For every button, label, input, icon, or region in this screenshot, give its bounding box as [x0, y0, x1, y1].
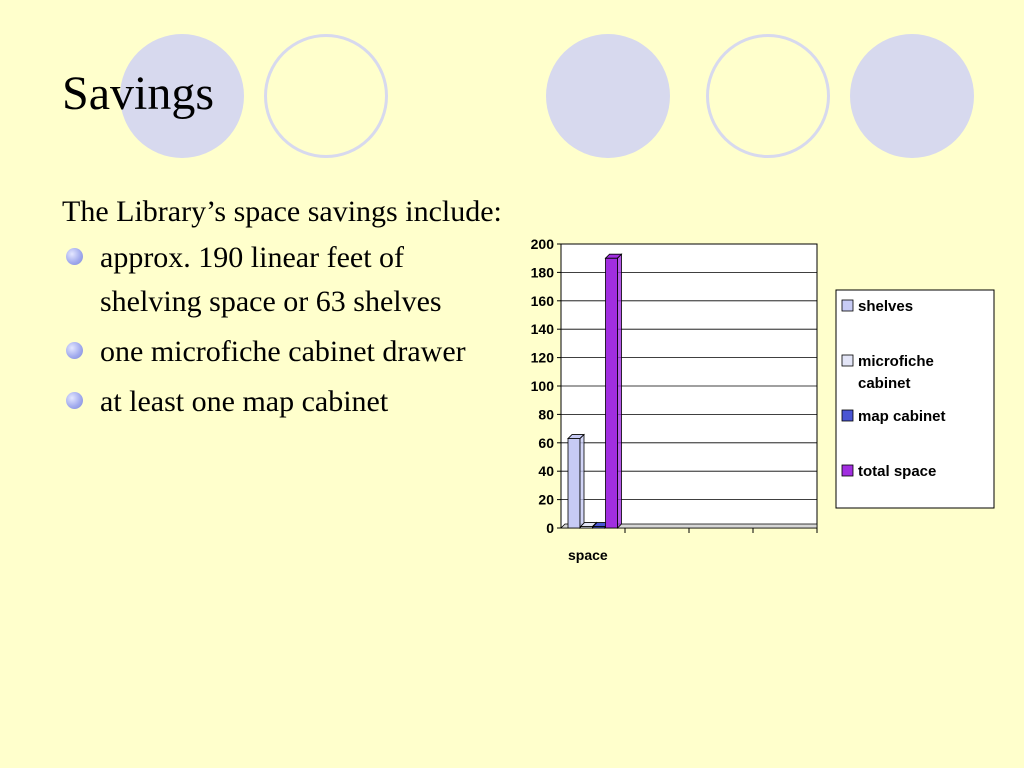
slide-title: Savings [62, 67, 215, 120]
x-category-label: space [568, 547, 608, 563]
bar-chart [520, 236, 1000, 576]
bullet-text: one microfiche cabinet drawer [100, 335, 466, 368]
y-tick-label: 80 [538, 406, 554, 423]
legend-swatch [842, 465, 853, 476]
bullet-item [62, 236, 502, 324]
legend-label: cabinet [858, 375, 911, 392]
decor-circle-5 [850, 34, 974, 158]
y-tick-label: 40 [538, 463, 554, 480]
y-tick-label: 200 [530, 236, 554, 252]
legend-swatch [842, 355, 853, 366]
y-tick-label: 120 [530, 349, 554, 366]
y-tick-label: 20 [538, 491, 554, 508]
bar-side [618, 254, 622, 528]
decor-circle-2 [264, 34, 388, 158]
y-tick-label: 180 [530, 264, 554, 281]
decor-circle-4 [706, 34, 830, 158]
legend-label: microfiche [858, 353, 934, 370]
legend-swatch [842, 300, 853, 311]
bar-total-space [606, 258, 618, 528]
bullet-dot-icon [66, 342, 83, 359]
y-tick-label: 100 [530, 378, 554, 394]
bullet-dot-icon [66, 248, 83, 265]
legend-label: shelves [858, 298, 914, 315]
bullet-text: at least one map cabinet [100, 385, 389, 418]
bullet-item [62, 330, 502, 374]
legend-swatch [842, 410, 853, 421]
legend-label: map cabinet [858, 408, 946, 425]
y-tick-label: 60 [538, 434, 554, 451]
slide-body [62, 190, 502, 430]
y-tick-label: 140 [530, 321, 554, 338]
decor-circle-3 [546, 34, 670, 158]
bullet-dot-icon [66, 392, 83, 409]
bullet-text: approx. 190 linear feet of shelving space or 63 shelves [100, 241, 442, 318]
bar-shelves [568, 439, 580, 528]
y-tick-label: 0 [546, 520, 554, 536]
bar-side [580, 435, 584, 528]
legend-label: total space [858, 463, 937, 480]
bullet-item [62, 380, 502, 424]
y-tick-label: 160 [530, 292, 554, 309]
intro-text: The Library’s space savings include: [62, 195, 502, 228]
